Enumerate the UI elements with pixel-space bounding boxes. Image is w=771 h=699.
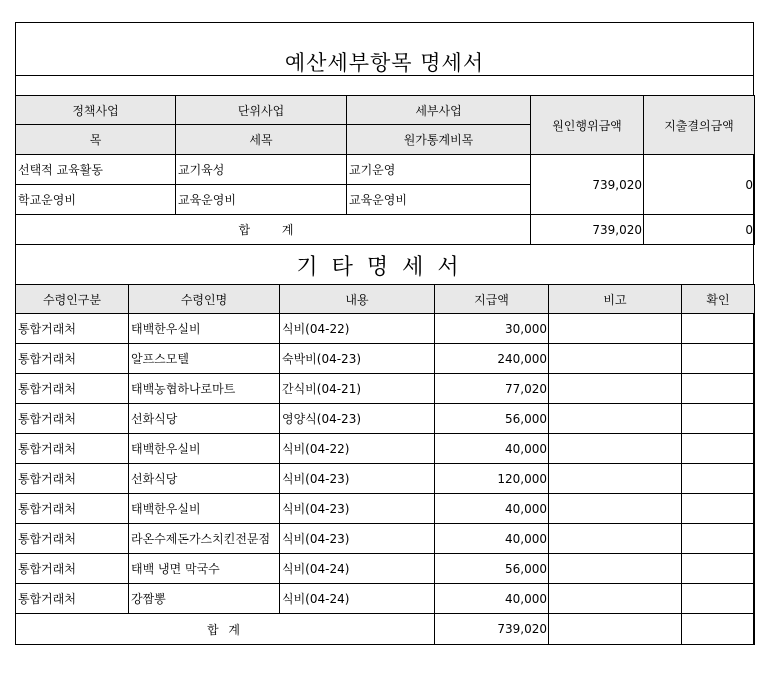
divider <box>16 75 753 76</box>
amount-cell: 240,000 <box>435 344 549 374</box>
amount-cell: 40,000 <box>435 494 549 524</box>
table-row <box>16 554 755 584</box>
recipient-type-cell: 통합거래처 <box>16 374 129 404</box>
note-cell <box>549 374 682 404</box>
amount-cell: 40,000 <box>435 434 549 464</box>
recipient-name-cell: 태백 냉면 막국수 <box>129 554 280 584</box>
recipient-type-cell: 통합거래처 <box>16 434 129 464</box>
recipient-name-cell: 라온수제돈가스치킨전문점 <box>129 524 280 554</box>
recipient-type-cell: 통합거래처 <box>16 494 129 524</box>
note-cell <box>549 464 682 494</box>
content-cell: 영양식(04-23) <box>280 404 435 434</box>
other-total-amount: 739,020 <box>435 614 549 645</box>
note-cell <box>549 554 682 584</box>
recipient-type-cell: 통합거래처 <box>16 464 129 494</box>
recipient-type-cell: 통합거래처 <box>16 314 129 344</box>
other-total-check <box>682 614 755 645</box>
recipient-name-cell: 알프스모텔 <box>129 344 280 374</box>
amount-cell: 56,000 <box>435 404 549 434</box>
budget-table <box>15 95 755 245</box>
check-cell <box>682 434 755 464</box>
note-cell <box>549 314 682 344</box>
content-cell: 식비(04-24) <box>280 584 435 614</box>
other-table <box>15 284 755 645</box>
table-row <box>16 404 755 434</box>
amount-cell: 56,000 <box>435 554 549 584</box>
note-cell <box>549 494 682 524</box>
content-cell: 식비(04-22) <box>280 314 435 344</box>
detail-value: 교기운영 <box>347 155 531 185</box>
header-mok: 목 <box>16 125 176 155</box>
table-row <box>16 314 755 344</box>
budget-total-label: 합 계 <box>16 215 531 245</box>
header-detail: 세부사업 <box>347 96 531 125</box>
check-cell <box>682 494 755 524</box>
check-cell <box>682 584 755 614</box>
note-cell <box>549 584 682 614</box>
header-amount: 지급액 <box>435 285 549 314</box>
header-unit: 단위사업 <box>176 96 347 125</box>
content-cell: 식비(04-23) <box>280 494 435 524</box>
header-note: 비고 <box>549 285 682 314</box>
content-cell: 식비(04-24) <box>280 554 435 584</box>
other-total-label: 합 계 <box>16 614 435 645</box>
recipient-type-cell: 통합거래처 <box>16 554 129 584</box>
note-cell <box>549 344 682 374</box>
recipient-type-cell: 통합거래처 <box>16 524 129 554</box>
header-semok: 세목 <box>176 125 347 155</box>
content-cell: 숙박비(04-23) <box>280 344 435 374</box>
check-cell <box>682 344 755 374</box>
check-cell <box>682 404 755 434</box>
amount-cell: 40,000 <box>435 584 549 614</box>
policy-value: 선택적 교육활동 <box>16 155 176 185</box>
recipient-name-cell: 선화식당 <box>129 464 280 494</box>
recipient-type-cell: 통합거래처 <box>16 344 129 374</box>
table-row <box>16 374 755 404</box>
cost-item-value: 교육운영비 <box>347 185 531 215</box>
recipient-name-cell: 태백한우실비 <box>129 494 280 524</box>
table-row <box>16 344 755 374</box>
unit-value: 교기육성 <box>176 155 347 185</box>
header-policy: 정책사업 <box>16 96 176 125</box>
content-cell: 식비(04-23) <box>280 524 435 554</box>
expense-amount-value: 0 <box>644 155 755 215</box>
header-expense-amount: 지출결의금액 <box>644 96 755 155</box>
check-cell <box>682 374 755 404</box>
budget-total-cause: 739,020 <box>531 215 644 245</box>
header-recipient-type: 수령인구분 <box>16 285 129 314</box>
semok-value: 교육운영비 <box>176 185 347 215</box>
recipient-type-cell: 통합거래처 <box>16 584 129 614</box>
table-row <box>16 464 755 494</box>
note-cell <box>549 404 682 434</box>
other-title: 기타명세서 <box>296 255 473 280</box>
check-cell <box>682 314 755 344</box>
budget-title: 예산세부항목 명세서 <box>284 51 485 75</box>
recipient-name-cell: 태백농협하나로마트 <box>129 374 280 404</box>
header-cost-item: 원가통계비목 <box>347 125 531 155</box>
mok-value: 학교운영비 <box>16 185 176 215</box>
table-row <box>16 584 755 614</box>
recipient-name-cell: 강짬뽕 <box>129 584 280 614</box>
other-rows <box>16 314 755 614</box>
amount-cell: 40,000 <box>435 524 549 554</box>
table-row <box>16 494 755 524</box>
amount-cell: 77,020 <box>435 374 549 404</box>
amount-cell: 30,000 <box>435 314 549 344</box>
cause-amount-value: 739,020 <box>531 155 644 215</box>
check-cell <box>682 464 755 494</box>
recipient-name-cell: 선화식당 <box>129 404 280 434</box>
table-row <box>16 434 755 464</box>
amount-cell: 120,000 <box>435 464 549 494</box>
recipient-name-cell: 태백한우실비 <box>129 434 280 464</box>
other-total-note <box>549 614 682 645</box>
header-check: 확인 <box>682 285 755 314</box>
budget-total-expense: 0 <box>644 215 755 245</box>
content-cell: 식비(04-22) <box>280 434 435 464</box>
note-cell <box>549 434 682 464</box>
table-row <box>16 524 755 554</box>
header-recipient-name: 수령인명 <box>129 285 280 314</box>
check-cell <box>682 554 755 584</box>
header-content: 내용 <box>280 285 435 314</box>
document-frame <box>15 22 754 645</box>
header-cause-amount: 원인행위금액 <box>531 96 644 155</box>
content-cell: 식비(04-23) <box>280 464 435 494</box>
check-cell <box>682 524 755 554</box>
content-cell: 간식비(04-21) <box>280 374 435 404</box>
recipient-type-cell: 통합거래처 <box>16 404 129 434</box>
recipient-name-cell: 태백한우실비 <box>129 314 280 344</box>
note-cell <box>549 524 682 554</box>
